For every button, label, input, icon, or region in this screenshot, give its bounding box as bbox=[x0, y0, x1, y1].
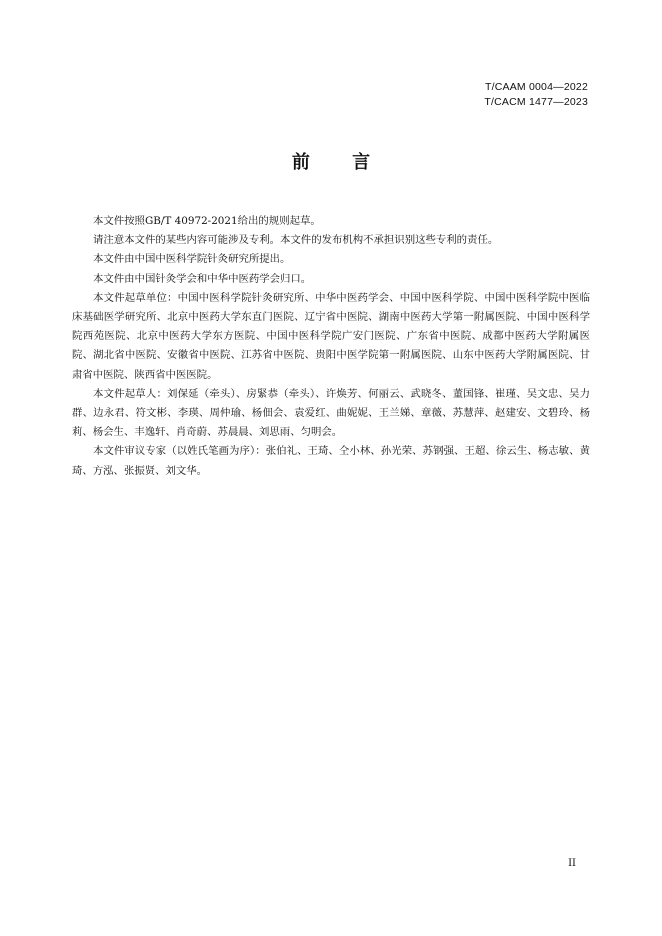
page-title: 前 言 bbox=[291, 152, 389, 173]
foreword-body bbox=[72, 212, 590, 481]
paragraph-drafting-rules: 本文件按照GB/T 40972-2021给出的规则起草。 bbox=[93, 215, 321, 227]
paragraph-patent-notice: 请注意本文件的某些内容可能涉及专利。本文件的发布机构不承担识别这些专利的责任。 bbox=[93, 234, 499, 247]
paragraph-drafters: 本文件起草人：刘保延（牵头）、房緊恭（牵头）、许焕芳、何丽云、武晓冬、董国锋、崔瑾、吴文忠、吴力群、边永君、符文彬、李瑛、周仲瑜、杨佃会、袁爱红、曲妮妮、王兰娣、章薇、苏慧萍、赵建安、文碧玲、杨莉、杨会生、丰逸轩、肖奇蔚、苏晨晨、刘思雨、匀明会。 bbox=[72, 387, 590, 439]
paragraph-proposed-by: 本文件由中国中医科学院针灸研究所提出。 bbox=[93, 253, 291, 266]
standard-numbers bbox=[484, 80, 588, 110]
standard-number-cacm: T/CACM 1477—2023 bbox=[484, 96, 588, 108]
paragraph-review-experts: 本文件审议专家（以姓氏笔画为序）：张伯礼、王琦、仝小林、孙光荣、苏钢强、王超、徐云生、杨志敏、黄琦、方泓、张振贤、刘文华。 bbox=[72, 445, 590, 477]
paragraph-drafting-units: 本文件起草单位：中国中医科学院针灸研究所、中华中医药学会、中国中医科学院、中国中医科学院中医临床基础医学研究所、北京中医药大学东直门医院、辽宁省中医院、湖南中医药大学第一附属医院、中国中医科学院西苑医院、北京中医药大学东方医院、中国中医科学院广安门医院、广东省中医院、成都中医药大学附属医院、湖北省中医院、安徽省中医院、江苏省中医院、贵阳中医学院第一附属医院、山东中医药大学附属医院、甘肃省中医院、陕西省中医医院。 bbox=[72, 291, 590, 381]
paragraph-centralized-by: 本文件由中国针灸学会和中华中医药学会归口。 bbox=[93, 272, 312, 285]
standard-number-caam: T/CAAM 0004—2022 bbox=[484, 81, 588, 93]
page-number: II bbox=[568, 858, 576, 869]
